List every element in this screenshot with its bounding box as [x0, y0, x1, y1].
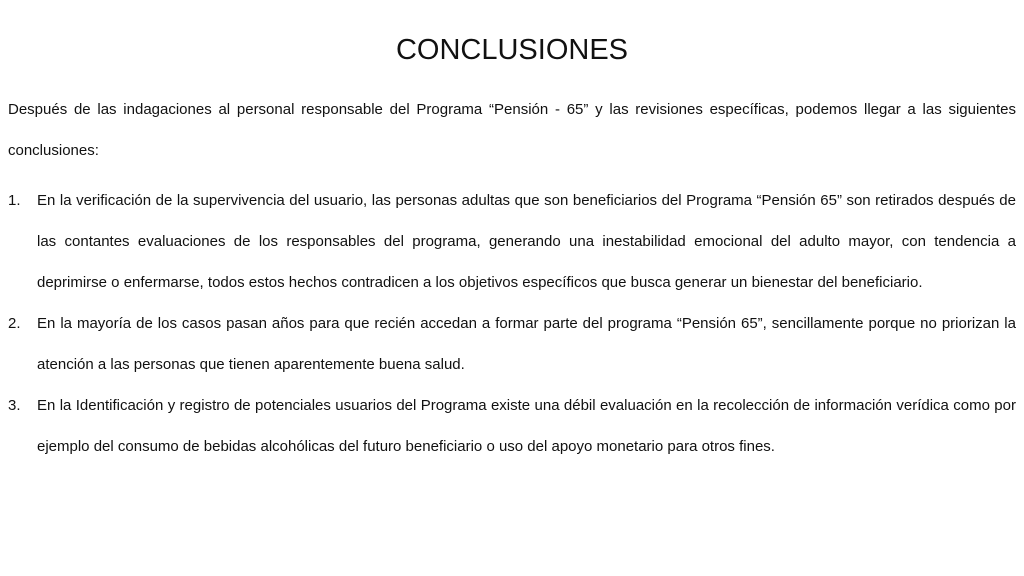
slide-title: CONCLUSIONES	[395, 34, 629, 66]
conclusions-list	[8, 180, 1016, 467]
conclusion-item	[8, 180, 1016, 303]
intro-paragraph: Después de las indagaciones al personal responsable del Programa “Pensión - 65” y las revisiones específicas, podemos llegar a las siguientes conclusiones:	[8, 101, 1016, 159]
conclusion-number: 3.	[8, 397, 21, 414]
conclusion-number: 2.	[8, 315, 21, 332]
conclusion-text: En la verificación de la supervivencia del usuario, las personas adultas que son beneficiarios del Programa “Pensión 65” son retirados después de las contantes evaluaciones de los responsables del programa, generando una inestabilidad emocional del adulto mayor, con tendencia a deprimirse o enfermarse, todos estos hechos contradicen a los objetivos específicos que busca generar un bienestar del beneficiario.	[37, 192, 1016, 291]
conclusion-item	[8, 385, 1016, 467]
conclusion-text: En la mayoría de los casos pasan años para que recién accedan a formar parte del programa “Pensión 65”, sencillamente porque no priorizan la atención a las personas que tienen aparentemente buena salud.	[37, 315, 1016, 373]
conclusion-item	[8, 303, 1016, 385]
conclusion-number: 1.	[8, 192, 21, 209]
conclusion-text: En la Identificación y registro de potenciales usuarios del Programa existe una débil evaluación en la recolección de información verídica como por ejemplo del consumo de bebidas alcohólicas del futuro beneficiario o uso del apoyo monetario para otros fines.	[37, 397, 1016, 455]
